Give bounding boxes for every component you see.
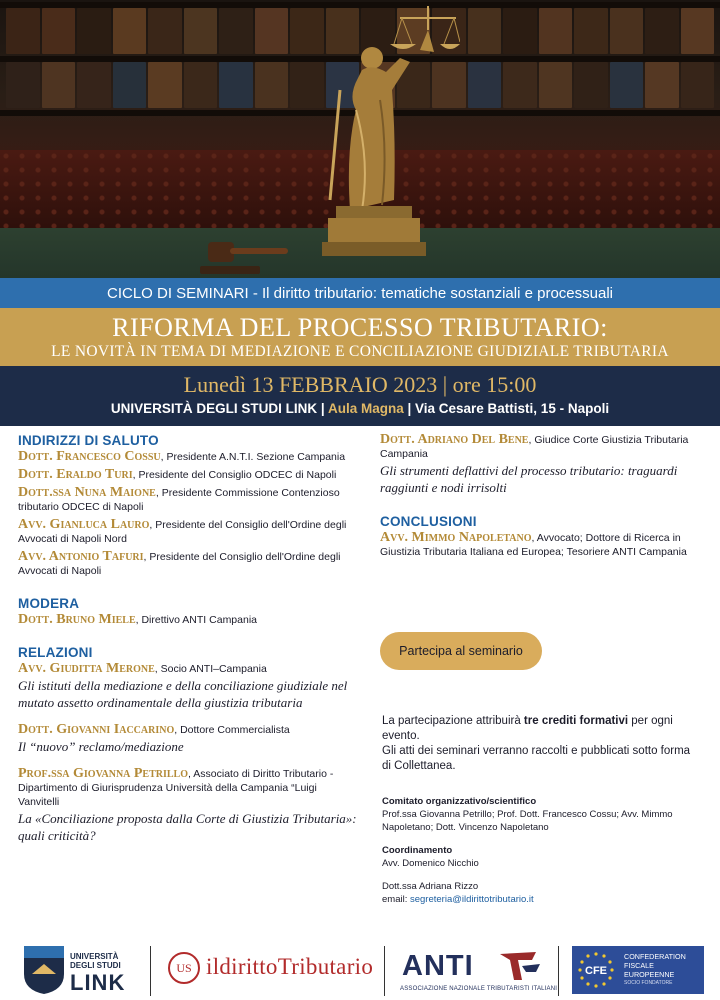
cfe-line3: EUROPEENNE bbox=[624, 970, 675, 979]
speaker-name: Avv. Giuditta Merone bbox=[18, 661, 155, 676]
coordination-name: Avv. Domenico Nicchio bbox=[382, 858, 479, 869]
speaker-role: , Giudice Corte Giustizia Tributaria Campania bbox=[380, 434, 689, 460]
cfe-line2: FISCALE bbox=[624, 961, 654, 970]
email-label: email: bbox=[382, 894, 410, 905]
speaker-role: , Presidente Commissione Contenzioso tributario ODCEC di Napoli bbox=[18, 487, 340, 513]
cfe-subtitle: SOCIO FONDATORE bbox=[624, 980, 673, 986]
speaker-name: Avv. Gianluca Lauro bbox=[18, 517, 150, 532]
speaker-entry bbox=[380, 531, 710, 559]
link-line1: UNIVERSITÀ bbox=[70, 952, 119, 961]
moderator-role: , Direttivo ANTI Campania bbox=[135, 614, 258, 626]
title-band bbox=[0, 308, 720, 366]
ildirittotributario-logo: ildirittoTributario bbox=[206, 954, 374, 979]
eu-stars-icon bbox=[576, 950, 616, 990]
ildirittotributario-mark-icon: US bbox=[168, 952, 200, 984]
credits-text-end: per ogni evento. bbox=[382, 715, 673, 742]
credits-info bbox=[382, 714, 702, 774]
committee-label: Comitato organizzativo/scientifico bbox=[382, 796, 537, 807]
venue-address: | Via Cesare Battisti, 15 - Napoli bbox=[403, 401, 610, 416]
event-title: RIFORMA DEL PROCESSO TRIBUTARIO: bbox=[112, 313, 608, 342]
speaker-entry bbox=[18, 518, 358, 546]
series-title: CICLO DI SEMINARI - Il diritto tributario: tematiche sostanziali e processuali bbox=[106, 284, 613, 302]
credits-paragraph bbox=[382, 714, 702, 744]
link-shield-icon bbox=[22, 944, 66, 996]
speaker-entry bbox=[380, 433, 710, 496]
speaker-name: Dott. Adriano Del Bene bbox=[380, 432, 529, 447]
logo-divider bbox=[558, 946, 559, 996]
speaker-role: , Presidente del Consiglio ODCEC di Napoli bbox=[132, 469, 337, 481]
speaker-entry bbox=[18, 468, 358, 482]
anti-subtitle: ASSOCIAZIONE NAZIONALE TRIBUTARISTI ITALIANI bbox=[400, 986, 558, 992]
date-band bbox=[0, 366, 720, 426]
speaker-entry bbox=[18, 662, 358, 711]
logo-divider bbox=[384, 946, 385, 996]
logo-divider bbox=[150, 946, 151, 996]
speaker-name: Prof.ssa Giovanna Petrillo bbox=[18, 766, 189, 781]
moderator-entry bbox=[18, 613, 358, 627]
venue-university: UNIVERSITÀ DEGLI STUDI LINK | bbox=[110, 401, 328, 416]
speaker-name: Dott. Giovanni Iaccarino bbox=[18, 722, 175, 737]
section-title-relazioni: RELAZIONI bbox=[18, 645, 93, 660]
coordination-label: Coordinamento bbox=[382, 845, 453, 856]
link-line2: DEGLI STUDI bbox=[70, 961, 121, 970]
speaker-role: , Presidente del Consiglio dell'Ordine degli Avvocati di Napoli Nord bbox=[18, 519, 347, 545]
speaker-entry bbox=[18, 450, 358, 464]
speaker-role: , Presidente del Consiglio dell'Ordine degli Avvocati di Napoli bbox=[18, 551, 341, 577]
committee-info bbox=[382, 795, 702, 906]
speaker-role: , Avvocato; Dottore di Ricerca in Giustizia Tributaria Italiana ed Europea; Tesoriere ANTI Campania bbox=[380, 532, 687, 558]
link-logo-text bbox=[70, 952, 121, 970]
lady-justice-statue-icon bbox=[300, 0, 460, 278]
hero-image bbox=[0, 0, 720, 278]
anti-mark-icon bbox=[496, 950, 542, 984]
speaker-name: Dott.ssa Nuna Maione bbox=[18, 485, 156, 500]
contact-name: Dott.ssa Adriana Rizzo bbox=[382, 881, 479, 892]
speaker-name: Dott. Francesco Cossu bbox=[18, 449, 161, 464]
speaker-entry bbox=[18, 486, 358, 514]
contact-email-line bbox=[382, 893, 702, 906]
program-left-column bbox=[18, 433, 358, 848]
event-subtitle: LE NOVITÀ IN TEMA DI MEDIAZIONE E CONCILIAZIONE GIUDIZIALE TRIBUTARIA bbox=[51, 343, 669, 360]
speaker-name: Avv. Antonio Tafuri bbox=[18, 549, 144, 564]
venue-room: Aula Magna bbox=[327, 401, 404, 416]
credits-text: La partecipazione attribuirà bbox=[382, 715, 524, 727]
speaker-role: , Dottore Commercialista bbox=[174, 724, 290, 736]
event-date: Lunedì 13 FEBBRAIO 2023 | ore 15:00 bbox=[183, 372, 537, 397]
speaker-entry bbox=[18, 723, 358, 755]
talk-title: La «Conciliazione proposta dalla Corte di Giustizia Tributaria»: quali criticità? bbox=[18, 811, 357, 843]
cfe-mark: CFE bbox=[585, 965, 607, 977]
speaker-role: , Socio ANTI–Campania bbox=[154, 663, 267, 675]
talk-title: Gli strumenti deflattivi del processo tributario: traguardi raggiunti e nodi irrisolti bbox=[380, 463, 678, 495]
committee-members: Prof.ssa Giovanna Petrillo; Prof. Dott. Francesco Cossu; Avv. Mimmo Napoletano; Dott. Vincenzo Napoletano bbox=[382, 809, 673, 833]
series-band bbox=[0, 278, 720, 308]
gavel-icon bbox=[200, 236, 290, 276]
event-venue bbox=[0, 398, 720, 420]
speaker-role: , Presidente A.N.T.I. Sezione Campania bbox=[160, 451, 346, 463]
proceedings-paragraph: Gli atti dei seminari verranno raccolti e pubblicati sotto forma di Collettanea. bbox=[382, 745, 691, 772]
anti-logo: ANTI bbox=[402, 950, 474, 982]
program-right-column bbox=[380, 433, 710, 563]
talk-title: Il “nuovo” reclamo/mediazione bbox=[18, 739, 184, 754]
link-logo-name: LINK bbox=[70, 970, 126, 995]
cfe-text bbox=[624, 952, 686, 979]
speaker-name: Dott. Eraldo Turi bbox=[18, 467, 133, 482]
speaker-entry bbox=[18, 767, 358, 844]
credits-highlight: tre crediti formativi bbox=[523, 715, 629, 727]
section-title-conclusioni: CONCLUSIONI bbox=[380, 514, 477, 529]
section-title-modera: MODERA bbox=[18, 596, 80, 611]
talk-title: Gli istituti della mediazione e della conciliazione giudiziale nel mutato assetto ordinamentale della giustizia tributaria bbox=[18, 678, 348, 710]
email-link[interactable]: segreteria@ildirittotributario.it bbox=[409, 894, 534, 905]
speaker-entry bbox=[18, 550, 358, 578]
cfe-line1: CONFEDERATION bbox=[624, 952, 686, 961]
speaker-role: , Associato di Diritto Tributario - Dipartimento di Giurisprudenza Università della Campania “Luigi Vanvitelli bbox=[18, 768, 334, 808]
cfe-logo bbox=[572, 946, 704, 994]
speaker-name: Avv. Mimmo Napoletano bbox=[380, 530, 532, 545]
moderator-name: Dott. Bruno Miele bbox=[18, 612, 136, 627]
partner-logos bbox=[0, 940, 720, 1000]
participate-button[interactable]: Partecipa al seminario bbox=[380, 632, 542, 670]
section-title-saluto: INDIRIZZI DI SALUTO bbox=[18, 433, 159, 448]
